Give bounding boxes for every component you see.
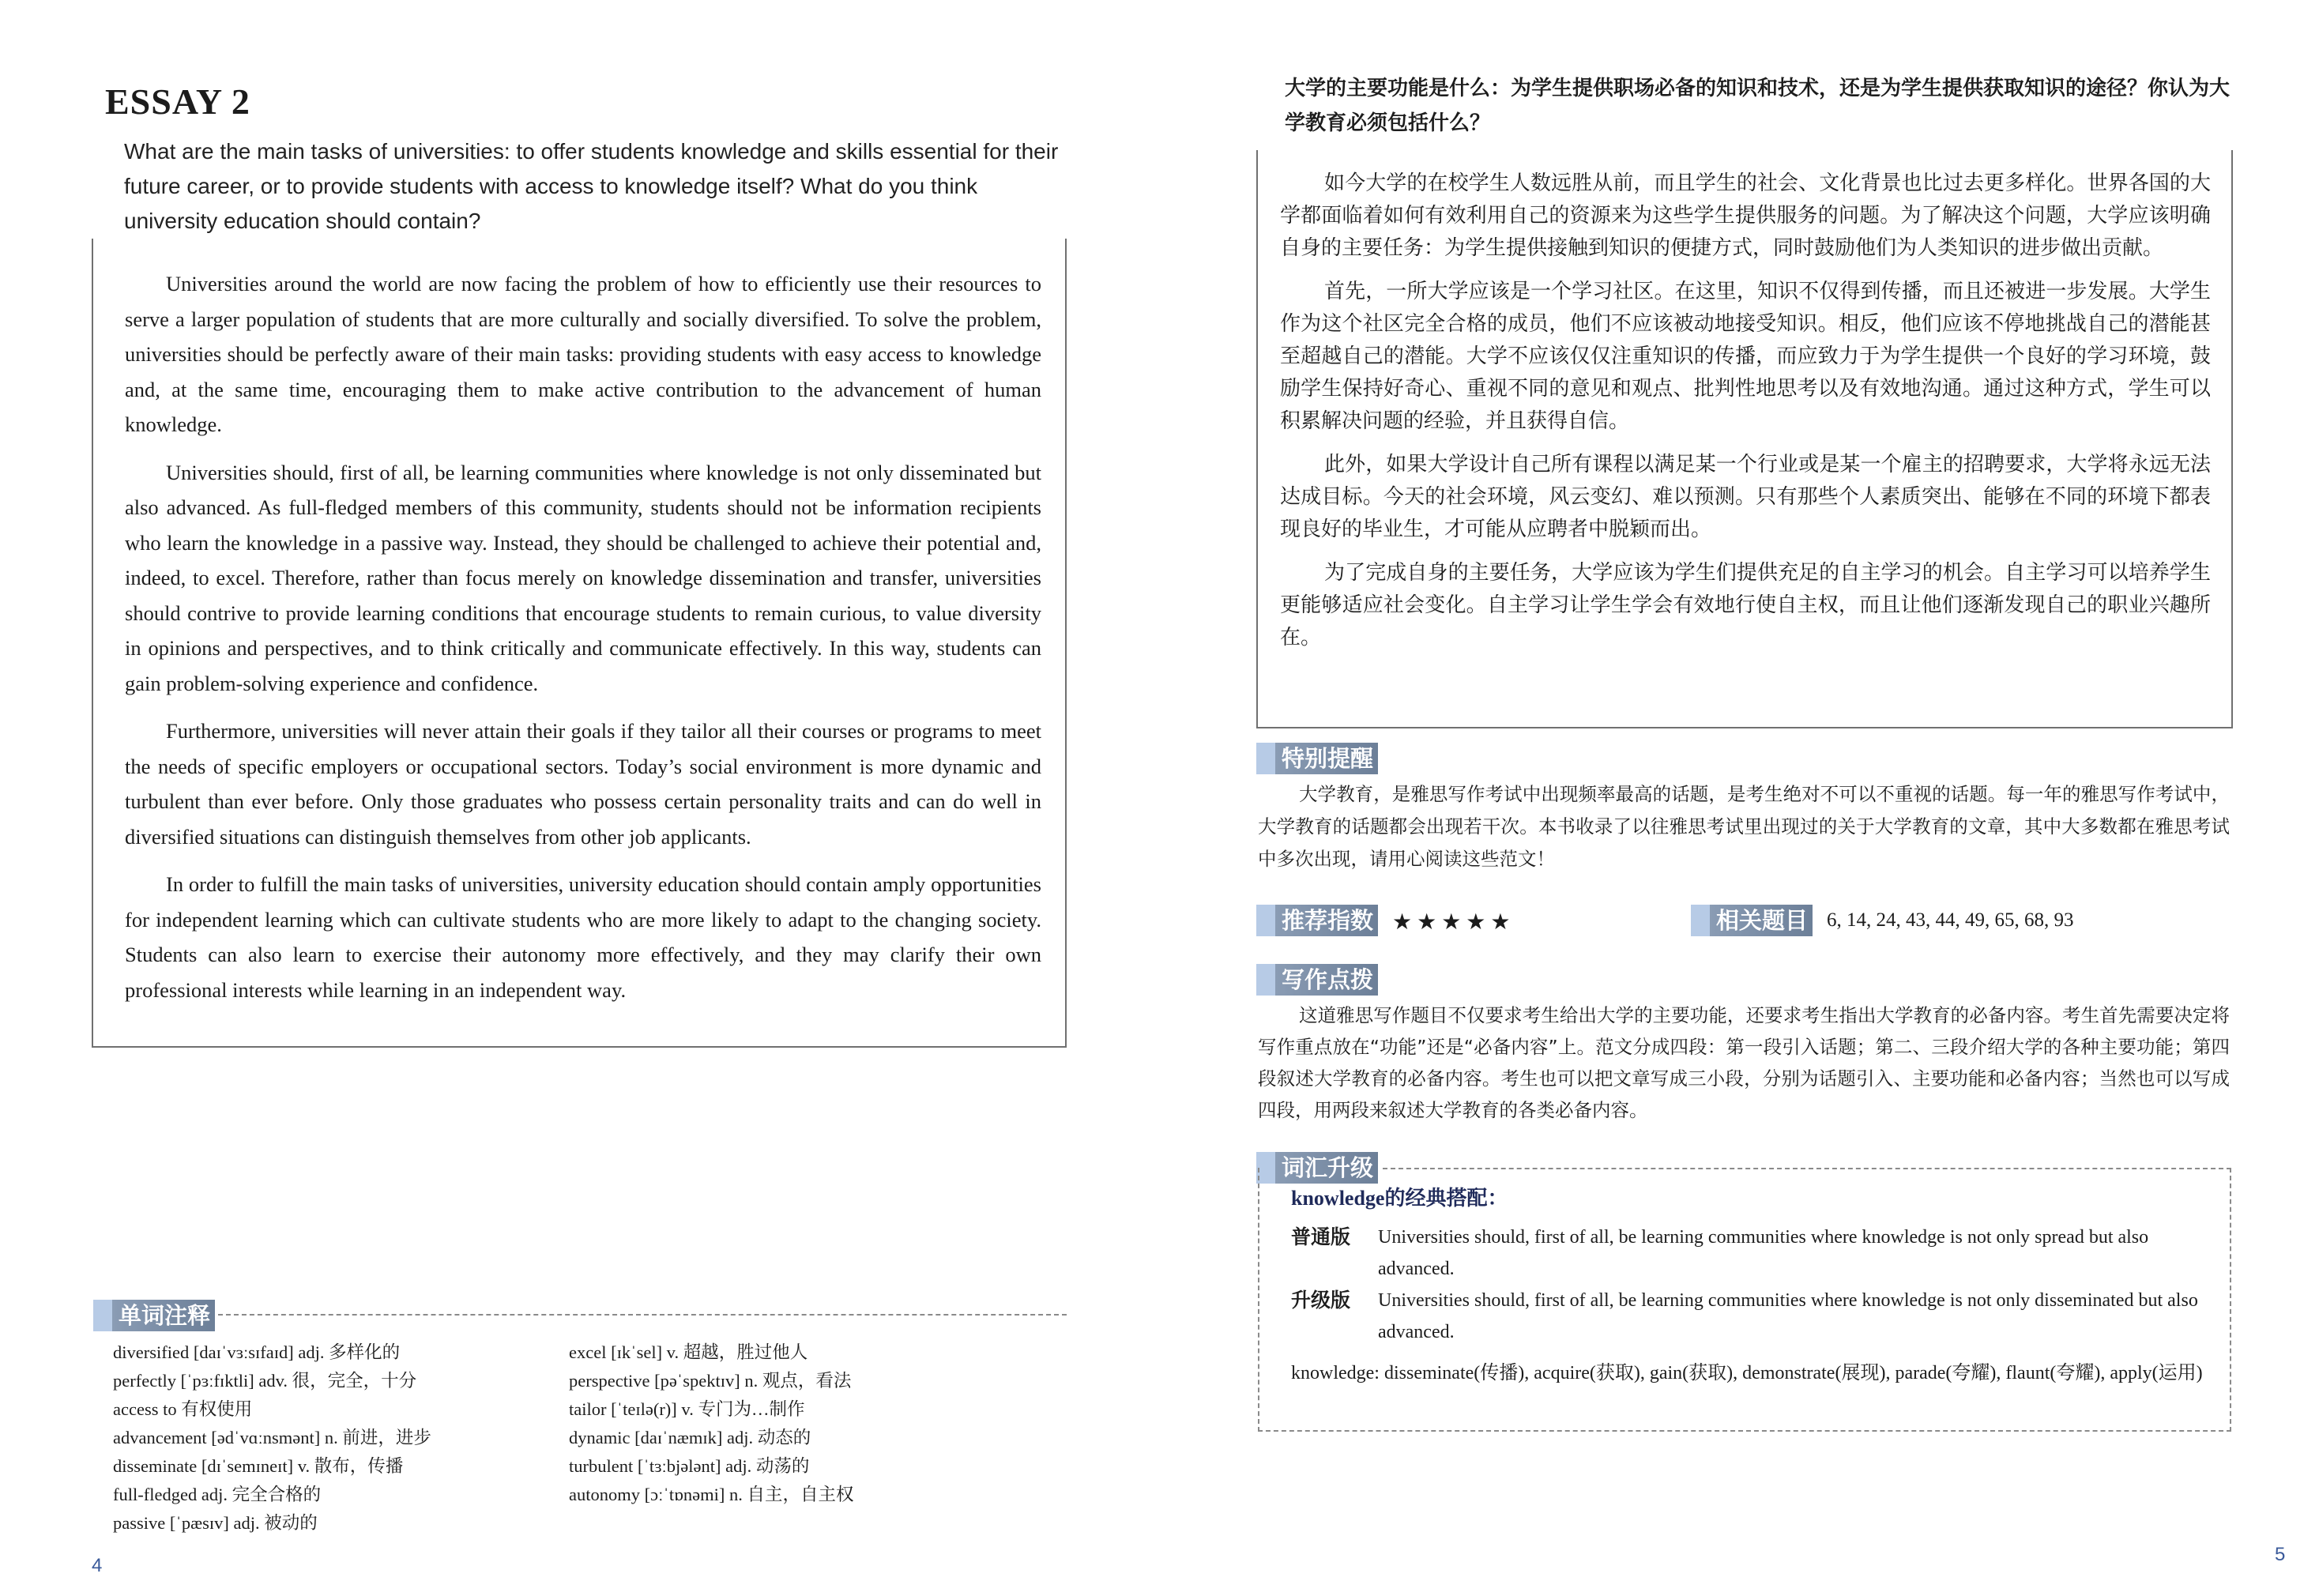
essay-title: ESSAY 2 xyxy=(105,81,250,122)
rating-label: 推荐指数 xyxy=(1256,905,1378,936)
vocab-item: perfectly [ˈpɜːfɪktli] adv. 很，完全，十分 xyxy=(113,1371,417,1391)
vocab-item: autonomy [ɔːˈtɒnəmi] n. 自主，自主权 xyxy=(569,1485,854,1504)
normal-version-label: 普通版 xyxy=(1291,1225,1351,1248)
vocab-item: tailor [ˈteɪlə(r)] v. 专门为…制作 xyxy=(569,1399,805,1419)
reminder-label: 特别提醒 xyxy=(1256,743,1378,774)
upgrade-version-label: 升级版 xyxy=(1291,1289,1351,1312)
essay-body xyxy=(125,266,1041,1020)
right-page xyxy=(1159,0,2319,1596)
page-number: 4 xyxy=(92,1555,103,1576)
translation-box xyxy=(1256,150,2233,728)
vocab-item: advancement [ədˈvɑːnsmənt] n. 前进，进步 xyxy=(113,1428,431,1447)
keyword-title: knowledge的经典搭配： xyxy=(1291,1187,1508,1210)
upgrade-version-text: Universities should, first of all, be learning communities where knowledge is not only disseminated but also advanced. xyxy=(1378,1290,2198,1342)
essay-paragraph: In order to fulfill the main tasks of universities, university education should contain amply opportunities for independent learning which can cultivate students who are more likely to adapt to the changing society. Students can also learn to exercise their autonomy more effectively, and they may clarify their own professional interests while learning in an independent way. xyxy=(125,872,1041,1002)
page-number: 5 xyxy=(2275,1544,2286,1565)
vocab-item: disseminate [dɪˈsemɪneɪt] v. 散布，传播 xyxy=(113,1456,404,1476)
related-topics: 6, 14, 24, 43, 44, 49, 65, 68, 93 xyxy=(1827,909,2074,931)
translation-body xyxy=(1280,168,2211,665)
normal-version-text: Universities should, first of all, be learning communities where knowledge is not only spread but also advanced. xyxy=(1378,1227,2149,1279)
cn-question: 大学的主要功能是什么：为学生提供职场必备的知识和技术，还是为学生提供获取知识的途径？你认为大学教育必须包括什么？ xyxy=(1285,77,2231,135)
vocab-notes-label: 单词注释 xyxy=(93,1300,215,1331)
writing-tips-text: 这道雅思写作题目不仅要求考生给出大学的主要功能，还要求考生指出大学教育的必备内容。考生首先需要决定将写作重点放在“功能”还是“必备内容”上。范文分成四段：第一段引入话题；第二、三段介绍大学的各种主要功能；第四段叙述大学教育的必备内容。考生也可以把文章写成三小段，分别为话题引入、主要功能和必备内容；当然也可以写成四段，用两段来叙述大学教育的各类必备内容。 xyxy=(1258,1004,2230,1121)
vocab-item: dynamic [daɪˈnæmɪk] adj. 动态的 xyxy=(569,1428,811,1447)
translation-paragraph: 为了完成自身的主要任务，大学应该为学生们提供充足的自主学习的机会。自主学习可以培养学生更能够适应社会变化。自主学习让学生学会有效地行使自主权，而且让他们逐渐发现自己的职业兴趣所在。 xyxy=(1280,561,2211,649)
vocab-item: excel [ɪkˈsel] v. 超越，胜过他人 xyxy=(569,1342,808,1362)
reminder-text: 大学教育，是雅思写作考试中出现频率最高的话题，是考生绝对不可以不重视的话题。每一年的雅思写作考试中，大学教育的话题都会出现若干次。本书收录了以往雅思考试里出现过的关于大学教育的文章，其中大多数都在雅思考试中多次出现，请用心阅读这些范文！ xyxy=(1258,783,2230,870)
rating-stars: ★★★★★ xyxy=(1392,910,1515,935)
vocab-item: perspective [pəˈspektɪv] n. 观点，看法 xyxy=(569,1371,852,1391)
essay-paragraph: Universities around the world are now facing the problem of how to efficiently use their resources to serve a larger population of students that are more culturally and socially diversified. To solve the problem, universities should be perfectly aware of their main tasks: providing students with easy access to knowledge and, at the same time, encouraging them to make active contribution to the advancement of human knowledge. xyxy=(125,272,1041,436)
left-page xyxy=(0,0,1159,1596)
vocab-column-2 xyxy=(569,1338,853,1509)
essay-question: What are the main tasks of universities: to offer students knowledge and skills essential for their future career, or to provide students with access to knowledge itself? What do you think university education should contain? xyxy=(124,139,1059,233)
translation-paragraph: 如今大学的在校学生人数远胜从前，而且学生的社会、文化背景也比过去更多样化。世界各国的大学都面临着如何有效利用自己的资源来为这些学生提供服务的问题。为了解决这个问题，大学应该明确自身的主要任务：为学生提供接触到知识的便捷方式，同时鼓励他们为人类知识的进步做出贡献。 xyxy=(1280,171,2211,260)
essay-paragraph: Furthermore, universities will never attain their goals if they tailor all their courses or programs to meet the needs of specific employers or occupational sectors. Today’s social environment is more dynamic and turbulent than ever before. Only those graduates who possess certain personality traits and can do well in diversified situations can distinguish themselves from other job applicants. xyxy=(125,719,1041,849)
translation-paragraph: 此外，如果大学设计自己所有课程以满足某一个行业或是某一个雇主的招聘要求，大学将永远无法达成目标。今天的社会环境，风云变幻、难以预测。只有那些个人素质突出、能够在不同的环境下都表现良好的毕业生，才可能从应聘者中脱颖而出。 xyxy=(1280,453,2211,541)
translation-paragraph: 首先，一所大学应该是一个学习社区。在这里，知识不仅得到传播，而且还被进一步发展。大学生作为这个社区完全合格的成员，他们不应该被动地接受知识。相反，他们应该不停地挑战自己的潜能甚至超越自己的潜能。大学不应该仅仅注重知识的传播，而应致力于为学生提供一个良好的学习环境，鼓励学生保持好奇心、重视不同的意见和观点、批判性地思考以及有效地沟通。通过这种方式，学生可以积累解决问题的经验，并且获得自信。 xyxy=(1280,280,2211,433)
vocab-upgrade-label: 词汇升级 xyxy=(1256,1152,1378,1184)
vocab-item: passive [ˈpæsɪv] adj. 被动的 xyxy=(113,1513,318,1533)
vocab-item: access to 有权使用 xyxy=(113,1399,253,1419)
vocab-upgrade-box xyxy=(1258,1168,2231,1432)
vocab-column-1 xyxy=(113,1338,431,1538)
essay-paragraph: Universities should, first of all, be learning communities where knowledge is not only disseminated but also advanced. As full-fledged members of this community, students should not be information recipients who learn the knowledge in a passive way. Instead, they should be challenged to achieve their potential and, indeed, to excel. Therefore, rather than focus merely on knowledge dissemination and transfer, universities should contrive to provide learning conditions that encourage students to remain curious, to value diversity in opinions and perspectives, and to think critically and communicate effectively. In this way, students can gain problem-solving experience and confidence. xyxy=(125,460,1041,695)
writing-tips-label: 写作点拨 xyxy=(1256,964,1378,996)
vocab-item: diversified [daɪˈvɜːsɪfaɪd] adj. 多样化的 xyxy=(113,1342,401,1362)
vocab-item: turbulent [ˈtɜːbjələnt] adj. 动荡的 xyxy=(569,1456,810,1476)
essay-box xyxy=(92,239,1067,1048)
related-topics-label: 相关题目 xyxy=(1691,905,1813,936)
divider xyxy=(218,1314,1067,1316)
collocations-text: knowledge: disseminate(传播), acquire(获取), gain(获取), demonstrate(展现), parade(夸耀), flaunt(夸耀), apply(运用) xyxy=(1291,1363,2203,1383)
vocab-item: full-fledged adj. 完全合格的 xyxy=(113,1485,322,1504)
